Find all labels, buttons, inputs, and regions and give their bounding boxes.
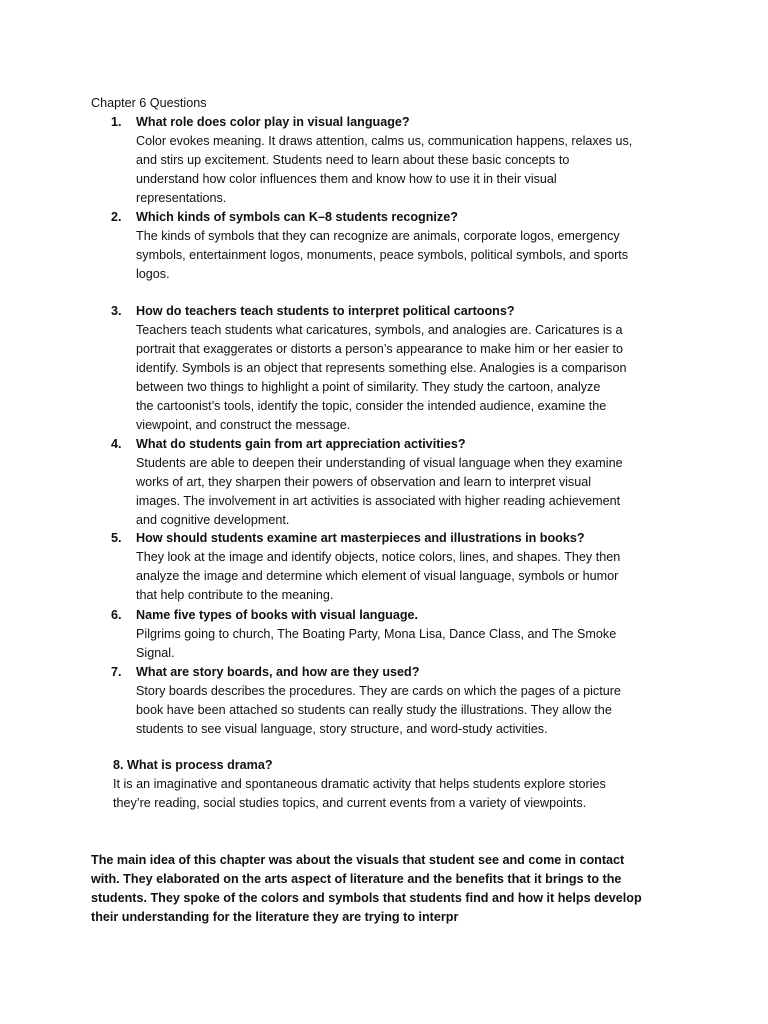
answer-text [136, 625, 684, 663]
answer-line: Signal. [136, 646, 175, 660]
summary-line: with. They elaborated on the arts aspect of literature and the benefits that it brings to the [91, 872, 622, 886]
question-number: 3. [111, 304, 122, 318]
question-8-heading: 8. What is process drama? [113, 758, 273, 772]
answer-line: identify. Symbols is an object that represents something else. Analogies is a comparison [136, 361, 627, 375]
question-number: 7. [111, 665, 122, 679]
answer-line: viewpoint, and construct the message. [136, 418, 351, 432]
answer-line: representations. [136, 191, 227, 205]
question-number: 2. [111, 210, 122, 224]
question-text: What role does color play in visual language? [136, 115, 410, 129]
answer-line: Students are able to deepen their understanding of visual language when they examine [136, 456, 623, 470]
answer-line: images. The involvement in art activities is associated with higher reading achievement [136, 494, 621, 508]
question-number: 5. [111, 531, 122, 545]
answer-line: symbols, entertainment logos, monuments, peace symbols, political symbols, and sports [136, 248, 629, 262]
summary-line: The main idea of this chapter was about the visuals that student see and come in contact [91, 853, 625, 867]
answer-line: logos. [136, 267, 170, 281]
answer-line: It is an imaginative and spontaneous dramatic activity that helps students explore stories [113, 777, 606, 791]
question-text: How should students examine art masterpieces and illustrations in books? [136, 531, 585, 545]
answer-line: they’re reading, social studies topics, and current events from a variety of viewpoints. [113, 796, 587, 810]
question-text: Which kinds of symbols can K–8 students recognize? [136, 210, 458, 224]
question-text: Name five types of books with visual language. [136, 608, 419, 622]
answer-line: Teachers teach students what caricatures, symbols, and analogies are. Caricatures is a [136, 323, 623, 337]
answer-line: Color evokes meaning. It draws attention, calms us, communication happens, relaxes us, [136, 134, 633, 148]
summary-line: students. They spoke of the colors and symbols that students find and how it helps develop [91, 891, 642, 905]
answer-text [136, 227, 684, 284]
question-text: What are story boards, and how are they used? [136, 665, 420, 679]
chapter-summary [91, 851, 642, 927]
answer-text [136, 548, 684, 605]
question-text: What do students gain from art appreciation activities? [136, 437, 466, 451]
answer-text [136, 321, 684, 435]
question-text: How do teachers teach students to interpret political cartoons? [136, 304, 515, 318]
question-number: 1. [111, 115, 122, 129]
answer-text [136, 132, 684, 208]
answer-line: portrait that exaggerates or distorts a person’s appearance to make him or her easier to [136, 342, 623, 356]
answer-line: Story boards describes the procedures. They are cards on which the pages of a picture [136, 684, 621, 698]
answer-line: and stirs up excitement. Students need to learn about these basic concepts to [136, 153, 570, 167]
answer-line: between two things to highlight a point of similarity. They study the cartoon, analyze [136, 380, 601, 394]
question-number: 6. [111, 608, 122, 622]
answer-line: the cartoonist’s tools, identify the topic, consider the intended audience, examine the [136, 399, 607, 413]
answer-line: students to see visual language, story structure, and word-study activities. [136, 722, 548, 736]
answer-line: The kinds of symbols that they can recognize are animals, corporate logos, emergency [136, 229, 620, 243]
answer-text [136, 682, 684, 739]
question-8-answer [113, 775, 606, 813]
answer-line: analyze the image and determine which element of visual language, symbols or humor [136, 569, 619, 583]
page-title: Chapter 6 Questions [91, 96, 207, 110]
answer-line: They look at the image and identify objects, notice colors, lines, and shapes. They then [136, 550, 621, 564]
answer-line: and cognitive development. [136, 513, 290, 527]
question-number: 4. [111, 437, 122, 451]
answer-line: book have been attached so students can really study the illustrations. They allow the [136, 703, 612, 717]
answer-line: Pilgrims going to church, The Boating Party, Mona Lisa, Dance Class, and The Smoke [136, 627, 617, 641]
answer-line: works of art, they sharpen their powers of observation and learn to interpret visual [136, 475, 592, 489]
answer-line: understand how color influences them and know how to use it in their visual [136, 172, 557, 186]
answer-text [136, 454, 684, 530]
summary-line: their understanding for the literature they are trying to interpr [91, 910, 459, 924]
answer-line: that help contribute to the meaning. [136, 588, 334, 602]
